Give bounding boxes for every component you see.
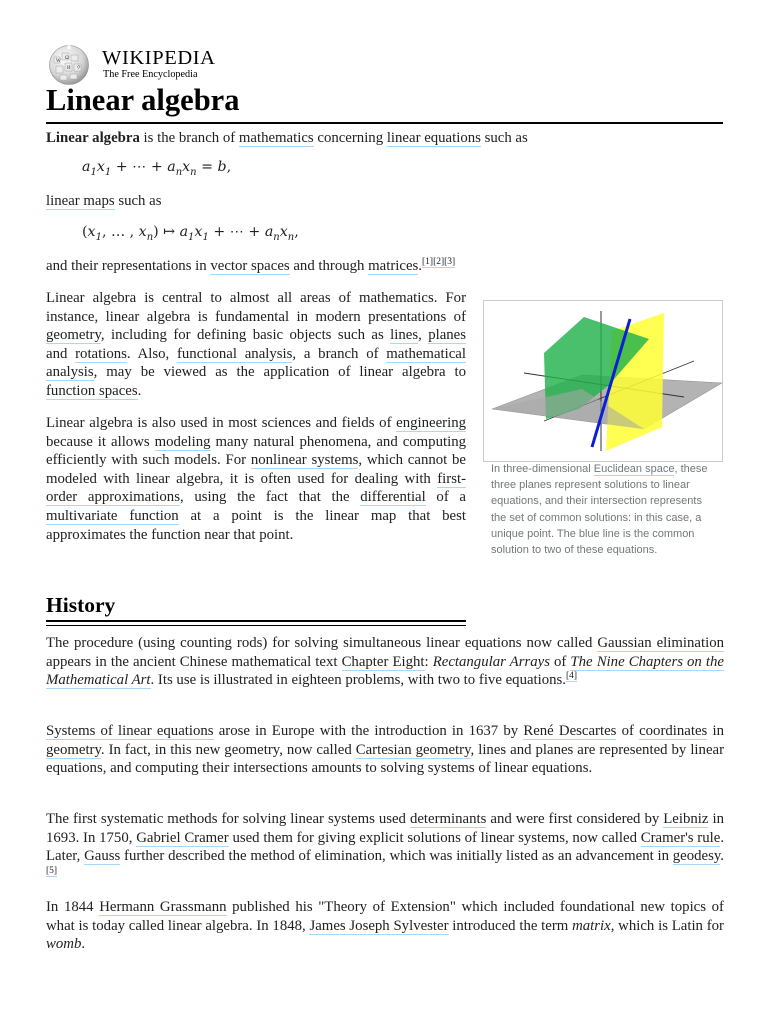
link-cramers-rule[interactable]: Cramer's rule bbox=[640, 829, 721, 846]
link-mathematical-analysis[interactable]: mathematical analysis bbox=[46, 345, 466, 381]
link-nine-chapters[interactable]: The Nine Chapters on the Mathematical Art bbox=[46, 653, 724, 689]
three-planes-image bbox=[484, 301, 722, 461]
linear-maps-paragraph: linear maps such as bbox=[46, 193, 162, 209]
link-matrices[interactable]: matrices bbox=[368, 258, 419, 274]
planes-figure[interactable] bbox=[483, 300, 723, 462]
link-gabriel-cramer[interactable]: Gabriel Cramer bbox=[136, 829, 229, 846]
link-rotations[interactable]: rotations bbox=[75, 345, 127, 362]
citation-2[interactable]: [2] bbox=[433, 257, 445, 268]
sciences-paragraph: Linear algebra is also used in most sciences and fields of engineering because it allows modeling many natural phenomena, and computing efficiently with such models. For nonlinear systems, which cannot be modeled with linear algebra, it is often used for dealing with first-order approximations, using the fact that the differential of a multivariate function at a point is the linear map that best approximates the function near that point. bbox=[46, 415, 466, 543]
link-multivariate-function[interactable]: multivariate function bbox=[46, 507, 179, 524]
figure-caption: In three-dimensional Euclidean space, these three planes represent solutions to linear equations, and their intersection represents the set of common solutions: in this case, a unique point. The blue line is the common solution to two of these equations. bbox=[491, 463, 708, 557]
italic-womb: womb bbox=[46, 936, 82, 953]
italic-rectangular-arrays: Rectangular Arrays bbox=[432, 653, 550, 670]
link-leibniz[interactable]: Leibniz bbox=[663, 811, 709, 827]
history-paragraph-4: In 1844 Hermann Grassmann published his "Theory of Extension" which included foundational new topics of what is today called linear algebra. In 1848, James Joseph Sylvester introduced the term matrix, which is Latin for womb. bbox=[46, 899, 724, 953]
title-divider bbox=[46, 122, 723, 124]
wordmark: WIKIPEDIA bbox=[102, 47, 216, 69]
history-paragraph-3: The first systematic methods for solving linear systems used determinants and were first considered by Leibniz in 1693. In 1750, Gabriel Cramer used them for giving explicit solutions of linear systems, now called Cramer's rule. Later, Gauss further described the method of elimination, which was initially listed as an advancement in geodesy.[5] bbox=[46, 811, 725, 876]
svg-text:И: И bbox=[67, 66, 71, 71]
history-heading: History bbox=[46, 593, 116, 617]
link-geometry-history[interactable]: geometry bbox=[46, 741, 101, 758]
link-lines[interactable]: lines bbox=[390, 327, 419, 344]
link-james-joseph-sylvester[interactable]: James Joseph Sylvester bbox=[309, 917, 449, 934]
link-nonlinear-systems[interactable]: nonlinear systems bbox=[250, 452, 359, 469]
link-euclidean-space[interactable]: Euclidean space bbox=[593, 463, 675, 475]
citation-1[interactable]: [1] bbox=[421, 257, 434, 268]
wikipedia-logo[interactable] bbox=[46, 43, 246, 85]
italic-matrix: matrix bbox=[572, 917, 611, 934]
link-planes[interactable]: planes bbox=[428, 327, 466, 344]
page-title: Linear algebra bbox=[46, 83, 240, 117]
svg-text:ウ: ウ bbox=[76, 66, 82, 71]
link-systems-of-linear-equations[interactable]: Systems of linear equations bbox=[46, 723, 214, 739]
history-paragraph-1: The procedure (using counting rods) for solving simultaneous linear equations now called Gaussian elimination appears in the ancient Chinese mathematical text Chapter Eight: Rectangular Arrays of The Nine Chapters on the Mathematical Art. Its use is illustrated in eighteen problems, with two to five equations.[4] bbox=[46, 635, 724, 689]
link-linear-equations[interactable]: linear equations bbox=[386, 130, 481, 146]
link-cartesian-geometry[interactable]: Cartesian geometry bbox=[355, 741, 471, 758]
link-linear-maps[interactable]: linear maps bbox=[46, 193, 115, 209]
link-determinants[interactable]: determinants bbox=[409, 811, 487, 827]
link-gaussian-elimination[interactable]: Gaussian elimination bbox=[597, 635, 724, 651]
representations-paragraph: and their representations in vector spaces and through matrices.[1][2][3] bbox=[46, 257, 456, 274]
lead-bold: Linear algebra bbox=[46, 130, 140, 146]
link-chapter-eight[interactable]: Chapter Eight bbox=[341, 653, 425, 670]
link-rene-descartes[interactable]: René Descartes bbox=[523, 723, 617, 739]
history-paragraph-2: Systems of linear equations arose in Europe with the introduction in 1637 by René Descartes of coordinates in geometry. In fact, in this new geometry, now called Cartesian geometry, lines and planes are represented by linear equations, and computing their intersections amounts to solving systems of linear equations. bbox=[46, 723, 725, 777]
wikipedia-globe-icon bbox=[46, 43, 93, 85]
citation-4[interactable]: [4] bbox=[566, 671, 578, 682]
tagline: The Free Encyclopedia bbox=[103, 69, 198, 80]
link-mathematics[interactable]: mathematics bbox=[238, 130, 314, 146]
link-differential[interactable]: differential bbox=[360, 489, 426, 506]
link-coordinates[interactable]: coordinates bbox=[639, 723, 708, 739]
link-functional-analysis[interactable]: functional analysis bbox=[176, 345, 293, 362]
link-modeling[interactable]: modeling bbox=[154, 433, 211, 450]
link-geodesy[interactable]: geodesy bbox=[672, 848, 721, 865]
link-gauss[interactable]: Gauss bbox=[84, 848, 121, 865]
history-divider bbox=[46, 620, 466, 626]
link-first-order-approximations[interactable]: first-order approximations bbox=[46, 470, 466, 506]
intro-paragraph: Linear algebra is the branch of mathematics concerning linear equations such as bbox=[46, 130, 528, 146]
equation-linear: $a_1x_1$ + ⋯ + $a_nx_n = b$, bbox=[82, 159, 232, 178]
central-paragraph: Linear algebra is central to almost all areas of mathematics. For instance, linear algebra is fundamental in modern presentations of geometry, including for defining basic objects such as lines, planes and rotations. Also, functional analysis, a branch of mathematical analysis, may be viewed as the application of linear algebra to function spaces. bbox=[46, 290, 466, 399]
svg-text:W: W bbox=[56, 59, 61, 64]
equation-map: ($x_1$, … , $x_n$) ↦ $a_1x_1$ + ⋯ + $a_nx_n$, bbox=[82, 224, 299, 243]
link-vector-spaces[interactable]: vector spaces bbox=[210, 258, 290, 274]
link-geometry[interactable]: geometry bbox=[46, 327, 101, 344]
link-function-spaces[interactable]: function spaces bbox=[46, 382, 138, 399]
link-hermann-grassmann[interactable]: Hermann Grassmann bbox=[99, 899, 227, 915]
citation-3[interactable]: [3] bbox=[444, 257, 456, 268]
svg-text:Ω: Ω bbox=[65, 56, 69, 61]
link-engineering[interactable]: engineering bbox=[396, 415, 466, 431]
citation-5[interactable]: [5] bbox=[46, 865, 58, 876]
